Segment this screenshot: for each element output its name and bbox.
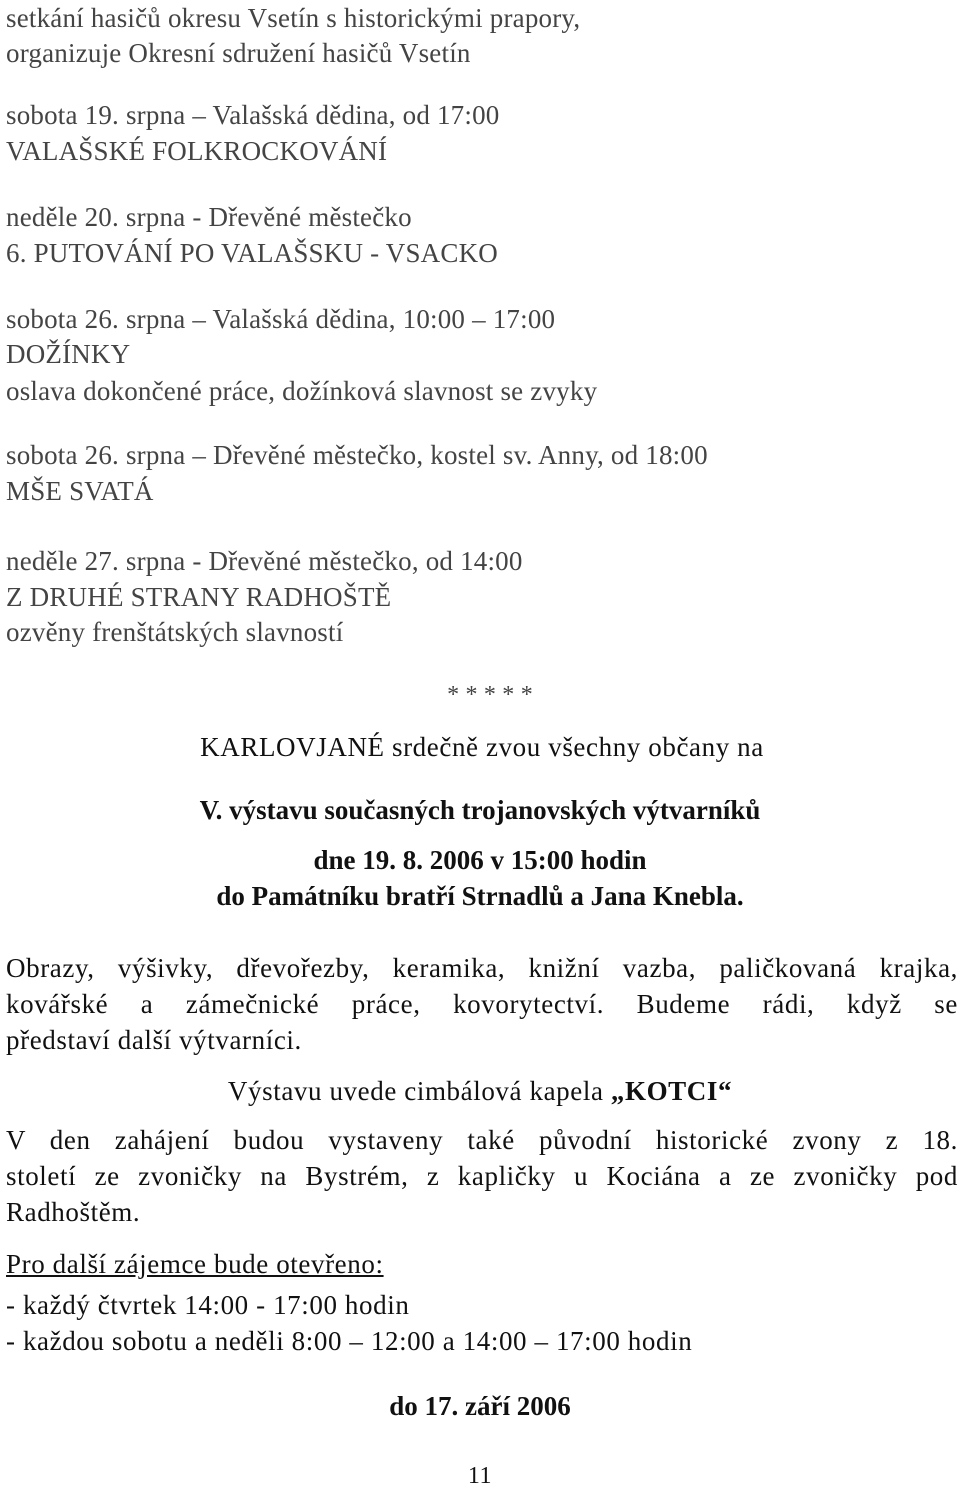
closing-date: do 17. září 2006: [389, 1391, 571, 1421]
page-number: 11: [467, 1463, 493, 1489]
event-date: sobota 19. srpna – Valašská dědina, od 17:00: [6, 100, 500, 130]
event-date: neděle 20. srpna - Dřevěné městečko: [6, 202, 412, 232]
exhibition-date: dne 19. 8. 2006 v 15:00 hodin: [313, 845, 647, 875]
event-title: 6. PUTOVÁNÍ PO VALAŠSKU - VSACKO: [6, 238, 498, 268]
event-date: sobota 26. srpna – Dřevěné městečko, kostel sv. Anny, od 18:00: [6, 440, 708, 470]
event-date: sobota 26. srpna – Valašská dědina, 10:00 – 17:00: [6, 304, 556, 334]
band-line: [0, 1078, 960, 1105]
paragraph-line: představí další výtvarníci.: [6, 1025, 302, 1055]
event-description: oslava dokončené práce, dožínková slavnost se zvyky: [6, 376, 598, 406]
paragraph-line: Obrazy, výšivky, dřevořezby, keramika, knižní vazba, paličkovaná krajka,: [6, 953, 958, 983]
event-title: DOŽÍNKY: [6, 339, 131, 369]
opening-hours-item: - každý čtvrtek 14:00 - 17:00 hodin: [6, 1290, 410, 1320]
invitation-line: KARLOVJANÉ srdečně zvou všechny občany na: [200, 732, 764, 762]
opening-hours-item: - každou sobotu a neděli 8:00 – 12:00 a 14:00 – 17:00 hodin: [6, 1326, 693, 1356]
separator-stars: * * * * *: [447, 682, 533, 708]
exhibition-place: do Památníku bratří Strnadlů a Jana Knebla.: [216, 881, 744, 911]
text-line: organizuje Okresní sdružení hasičů Vsetín: [6, 38, 471, 68]
event-description: ozvěny frenštátských slavností: [6, 617, 344, 647]
paragraph-line: Radhoštěm.: [6, 1197, 141, 1227]
band-name: „KOTCI“: [610, 1076, 733, 1106]
paragraph-line: V den zahájení budou vystaveny také původní historické zvony z 18.: [6, 1125, 958, 1155]
event-title: VALAŠSKÉ FOLKROCKOVÁNÍ: [6, 136, 388, 166]
event-date: neděle 27. srpna - Dřevěné městečko, od 14:00: [6, 546, 523, 576]
text-line: setkání hasičů okresu Vsetín s historickými prapory,: [6, 3, 581, 33]
opening-hours-heading: Pro další zájemce bude otevřeno:: [6, 1249, 384, 1279]
band-text: Výstavu uvede cimbálová kapela: [227, 1076, 611, 1106]
event-title: MŠE SVATÁ: [6, 476, 154, 506]
paragraph-line: kovářské a zámečnické práce, kovorytectví. Budeme rádi, když se: [6, 989, 958, 1019]
exhibition-title: V. výstavu současných trojanovských výtvarníků: [199, 795, 761, 825]
event-title: Z DRUHÉ STRANY RADHOŠTĚ: [6, 582, 392, 612]
paragraph-line: století ze zvoničky na Bystrém, z kapličky u Kociána a ze zvoničky pod: [6, 1161, 958, 1191]
